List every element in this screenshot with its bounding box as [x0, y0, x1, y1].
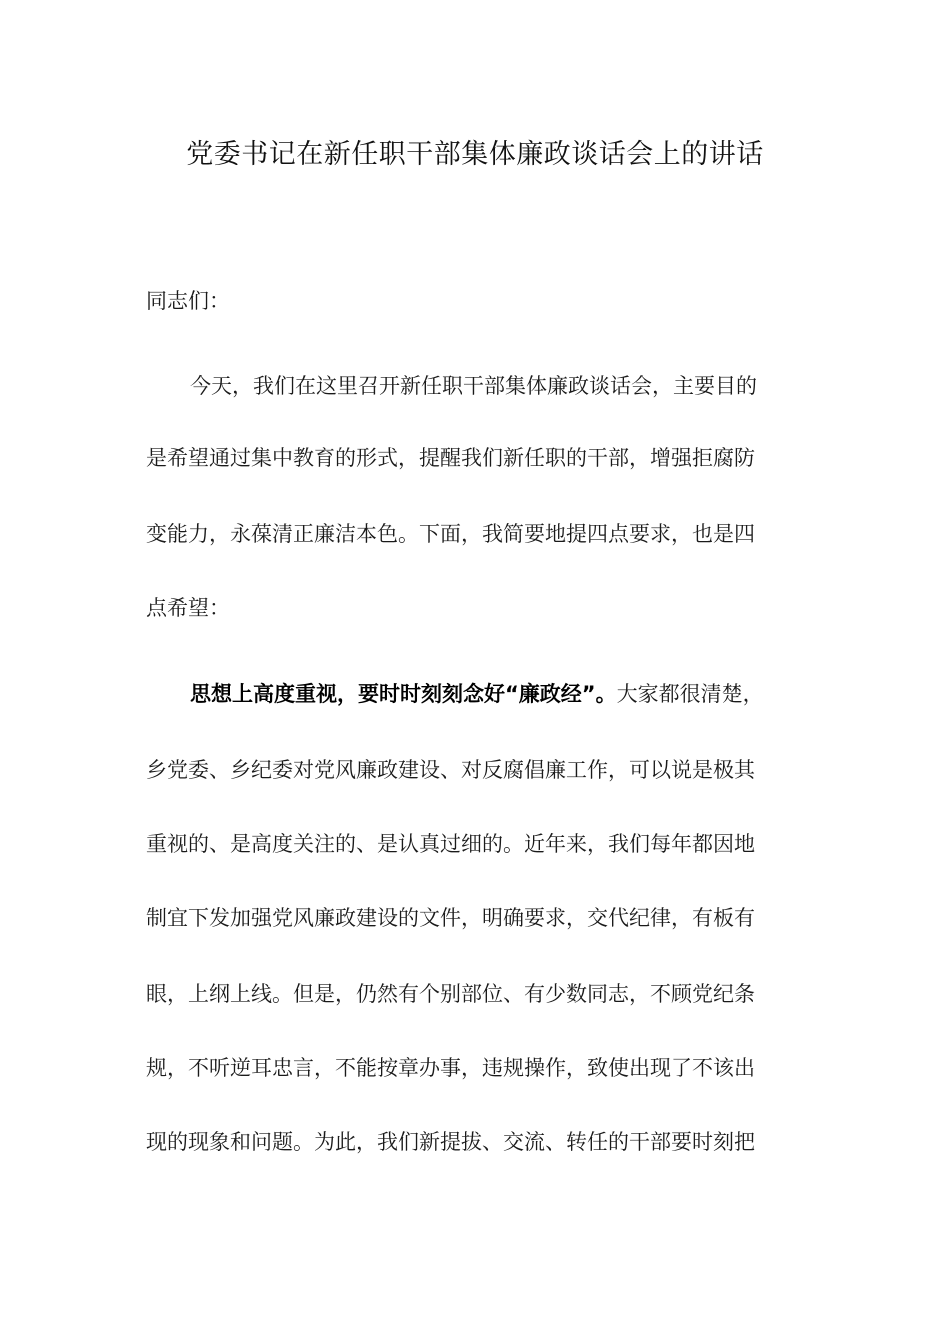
paragraph1-line: 点希望： — [146, 596, 230, 620]
paragraph1-line: 今天，我们在这里召开新任职干部集体廉政谈话会，主要目的 — [190, 374, 757, 398]
paragraph2-first-line-text: 大家都很清楚， — [616, 682, 764, 706]
paragraph1-line: 变能力，永葆清正廉洁本色。下面，我简要地提四点要求，也是四 — [146, 522, 755, 546]
paragraph2-heading: 思想上高度重视，要时时刻刻念好“廉政经”。 — [190, 682, 617, 706]
document-title: 党委书记在新任职干部集体廉政谈话会上的讲话 — [186, 139, 764, 170]
paragraph2-line: 重视的、是高度关注的、是认真过细的。近年来，我们每年都因地 — [146, 832, 755, 856]
paragraph2-line: 眼，上纲上线。但是，仍然有个别部位、有少数同志，不顾党纪条 — [146, 982, 755, 1006]
paragraph2-line: 规，不听逆耳忠言，不能按章办事，违规操作，致使出现了不该出 — [146, 1056, 755, 1080]
paragraph2-line: 制宜下发加强党风廉政建设的文件，明确要求，交代纪律，有板有 — [146, 906, 755, 930]
paragraph1-line: 是希望通过集中教育的形式，提醒我们新任职的干部，增强拒腐防 — [146, 446, 755, 470]
salutation: 同志们： — [146, 289, 230, 313]
paragraph2-line: 现的现象和问题。为此，我们新提拔、交流、转任的干部要时刻把 — [146, 1130, 755, 1154]
paragraph2-first-line — [190, 679, 850, 709]
paragraph2-line: 乡党委、乡纪委对党风廉政建设、对反腐倡廉工作，可以说是极其 — [146, 758, 755, 782]
